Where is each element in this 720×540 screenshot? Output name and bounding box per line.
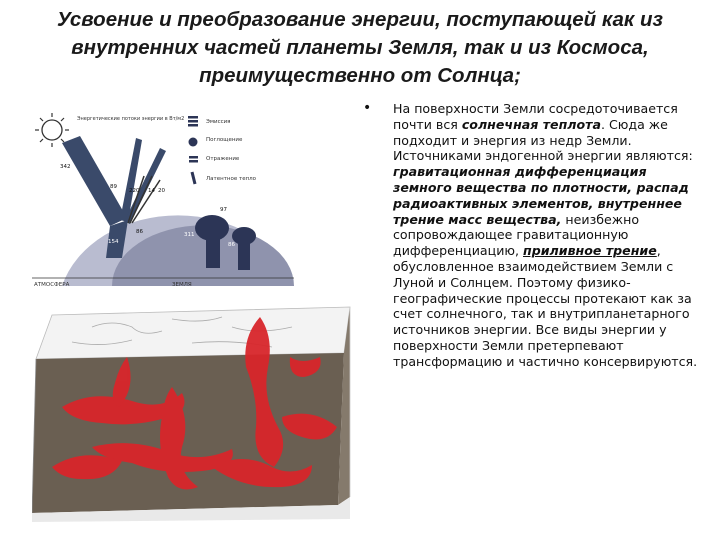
world-map-plane	[36, 307, 350, 359]
earth-label: ЗЕМЛЯ	[172, 282, 192, 288]
value-label: 20	[158, 188, 165, 194]
atmosphere-label: АТМОСФЕРА	[34, 282, 70, 288]
bullet: •	[363, 100, 372, 116]
energy-flow-diagram	[32, 108, 294, 288]
value-label: 14	[148, 188, 155, 194]
page-title: Усвоение и преобразование энергии, поступающей как из внутренних частей планеты Земля, так и из Космоса, преимущественно от Солнца;	[57, 8, 663, 87]
legend-emission: Эмиссия	[206, 119, 231, 125]
value-label: 220	[129, 188, 140, 194]
value-label: 86	[228, 242, 235, 248]
value-label: 89	[110, 184, 117, 190]
value-label: 342	[60, 164, 71, 170]
value-label: 86	[136, 229, 143, 235]
legend-latent: Латентное тепло	[206, 176, 257, 182]
value-label: 97	[220, 207, 227, 213]
legend-absorption: Поглощение	[206, 137, 243, 143]
diagram-header: Энергетические потоки энергии в Вт/м2	[77, 116, 185, 122]
body-paragraph: На поверхности Земли сосредоточивается почти вся солнечная теплота. Сюда же подходит и энергия из недр Земли. Источниками эндогенной энергии являются: гравитационная дифференциация земного вещества по плотности, распад радиоактивных элементов, внутреннее трение масс вещества, неизбежно сопровождающее гравитационную дифференциацию, приливное трение, обусловленное взаимодействием Земли с Луной и Солнцем. Поэтому физико-географические процессы протекают как за счет солнечного, так и внутрипланетарного источников энергии. Все виды энергии у поверхности Земли претерпевают трансформацию и частично консервируются.	[393, 101, 698, 369]
legend-reflection: Отражение	[206, 156, 240, 162]
value-label: 311	[184, 232, 195, 238]
mantle-convection-figure	[32, 297, 354, 522]
value-label: 154	[108, 239, 119, 245]
